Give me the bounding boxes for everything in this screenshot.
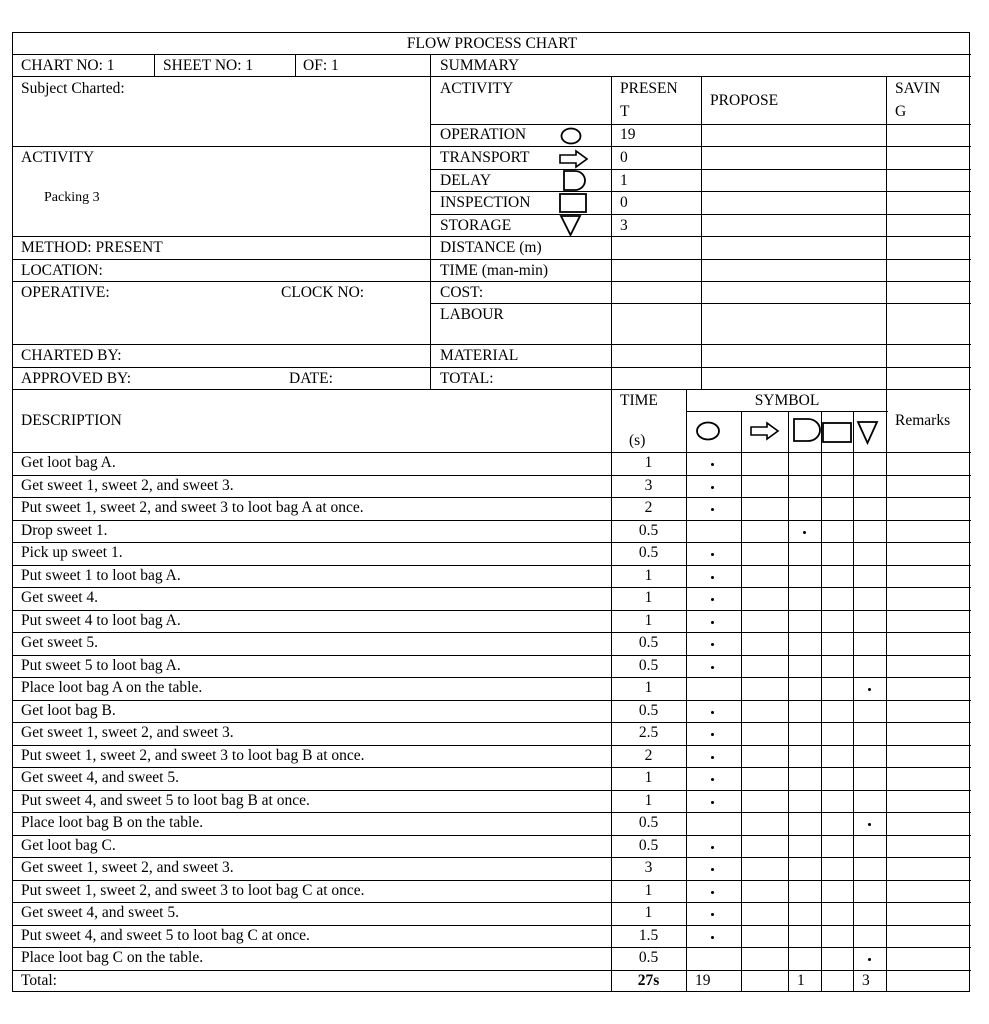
row-mark-operation xyxy=(711,508,714,511)
row-time: 0.5 xyxy=(638,657,659,674)
row-mark-operation xyxy=(711,576,714,579)
row-description: Get loot bag C. xyxy=(21,837,116,854)
row-mark-operation xyxy=(711,598,714,601)
operation-circle-icon xyxy=(696,421,722,441)
col-symbol: SYMBOL xyxy=(754,392,820,409)
summary-label-distance: DISTANCE (m) xyxy=(440,239,542,256)
row-mark-operation xyxy=(711,913,714,916)
row-mark-operation xyxy=(711,733,714,736)
summary-col-saving-2: G xyxy=(895,103,907,120)
row-mark-operation xyxy=(711,711,714,714)
summary-label-operation: OPERATION xyxy=(440,126,527,143)
row-description: Get sweet 1, sweet 2, and sweet 3. xyxy=(21,477,234,494)
sheet-of: OF: 1 xyxy=(303,57,339,74)
row-mark-operation xyxy=(711,486,714,489)
delay-d-icon xyxy=(793,418,823,442)
row-mark-delay xyxy=(803,531,806,534)
total-operation: 19 xyxy=(695,972,711,989)
date-label: DATE: xyxy=(289,370,333,387)
row-description: Place loot bag C on the table. xyxy=(21,949,204,966)
row-mark-operation xyxy=(711,891,714,894)
summary-col-present-1: PRESEN xyxy=(620,80,678,97)
row-description: Get sweet 1, sweet 2, and sweet 3. xyxy=(21,724,234,741)
summary-col-propose: PROPOSE xyxy=(710,92,779,109)
row-description: Put sweet 4, and sweet 5 to loot bag C at once. xyxy=(21,927,310,944)
summary-present-inspection: 0 xyxy=(620,194,628,211)
operation-circle-icon xyxy=(560,127,582,145)
col-remarks: Remarks xyxy=(895,412,951,429)
inspection-square-icon xyxy=(822,422,852,443)
summary-heading: SUMMARY xyxy=(440,57,520,74)
row-time: 1 xyxy=(644,882,653,899)
flow-process-chart xyxy=(12,32,970,992)
clock-no-label: CLOCK NO: xyxy=(281,284,365,301)
total-storage: 3 xyxy=(862,972,870,989)
operative-label: OPERATIVE: xyxy=(21,284,110,301)
method-label: METHOD: PRESENT xyxy=(21,239,163,256)
total-label: Total: xyxy=(21,972,57,989)
total-delay: 1 xyxy=(797,972,805,989)
summary-label-total: TOTAL: xyxy=(440,370,494,387)
summary-label-inspection: INSPECTION xyxy=(440,194,531,211)
row-mark-operation xyxy=(711,643,714,646)
row-mark-operation xyxy=(711,846,714,849)
row-mark-operation xyxy=(711,936,714,939)
sheet-no: SHEET NO: 1 xyxy=(163,57,254,74)
row-mark-operation xyxy=(711,756,714,759)
subject-charted-label: Subject Charted: xyxy=(21,80,125,97)
row-description: Get loot bag B. xyxy=(21,702,116,719)
row-time: 1 xyxy=(644,454,653,471)
row-description: Put sweet 4 to loot bag A. xyxy=(21,612,181,629)
row-time: 2 xyxy=(644,747,653,764)
row-time: 2.5 xyxy=(638,724,659,741)
col-time-label: TIME xyxy=(620,392,658,409)
row-time: 3 xyxy=(644,859,653,876)
row-time: 0.5 xyxy=(638,814,659,831)
summary-col-activity: ACTIVITY xyxy=(440,80,514,97)
summary-col-saving-1: SAVIN xyxy=(895,80,941,97)
row-description: Put sweet 1, sweet 2, and sweet 3 to loot bag A at once. xyxy=(21,499,364,516)
row-time: 1 xyxy=(644,612,653,629)
transport-arrow-icon xyxy=(559,150,589,168)
row-description: Get sweet 4, and sweet 5. xyxy=(21,904,179,921)
row-mark-storage xyxy=(868,688,871,691)
delay-d-icon xyxy=(563,170,587,191)
chart-title: FLOW PROCESS CHART xyxy=(406,35,578,52)
row-description: Put sweet 1 to loot bag A. xyxy=(21,567,181,584)
row-mark-operation xyxy=(711,621,714,624)
row-time: 1 xyxy=(644,679,653,696)
row-time: 0.5 xyxy=(638,634,659,651)
row-description: Get loot bag A. xyxy=(21,454,116,471)
row-time: 1 xyxy=(644,904,653,921)
row-time: 0.5 xyxy=(638,837,659,854)
charted-by-label: CHARTED BY: xyxy=(21,347,122,364)
row-mark-operation xyxy=(711,801,714,804)
row-time: 2 xyxy=(644,499,653,516)
row-description: Put sweet 1, sweet 2, and sweet 3 to loot bag B at once. xyxy=(21,747,365,764)
summary-label-delay: DELAY xyxy=(440,172,492,189)
row-mark-storage xyxy=(868,958,871,961)
summary-label-time: TIME (man-min) xyxy=(440,262,549,279)
row-description: Put sweet 5 to loot bag A. xyxy=(21,657,181,674)
row-description: Get sweet 5. xyxy=(21,634,99,651)
summary-label-transport: TRANSPORT xyxy=(440,149,530,166)
summary-present-transport: 0 xyxy=(620,149,628,166)
summary-label-cost: COST: xyxy=(440,284,484,301)
row-time: 1 xyxy=(644,567,653,584)
storage-triangle-icon xyxy=(856,421,880,445)
row-mark-storage xyxy=(868,823,871,826)
row-time: 1 xyxy=(644,792,653,809)
summary-present-operation: 19 xyxy=(620,126,636,143)
activity-value: Packing 3 xyxy=(44,190,100,205)
row-description: Drop sweet 1. xyxy=(21,522,108,539)
row-description: Get sweet 4, and sweet 5. xyxy=(21,769,179,786)
summary-label-material: MATERIAL xyxy=(440,347,519,364)
row-mark-operation xyxy=(711,868,714,871)
transport-arrow-icon xyxy=(750,422,780,440)
row-time: 1.5 xyxy=(638,927,659,944)
summary-label-labour: LABOUR xyxy=(440,306,504,323)
location-label: LOCATION: xyxy=(21,262,103,279)
approved-by-label: APPROVED BY: xyxy=(21,370,132,387)
col-time-unit: (s) xyxy=(629,432,646,449)
storage-triangle-icon xyxy=(559,215,583,237)
row-time: 0.5 xyxy=(638,949,659,966)
row-time: 0.5 xyxy=(638,522,659,539)
row-mark-operation xyxy=(711,463,714,466)
inspection-square-icon xyxy=(559,193,588,213)
row-description: Place loot bag A on the table. xyxy=(21,679,203,696)
summary-col-present-2: T xyxy=(620,103,630,120)
col-description: DESCRIPTION xyxy=(21,412,122,429)
row-description: Put sweet 1, sweet 2, and sweet 3 to loot bag C at once. xyxy=(21,882,365,899)
row-mark-operation xyxy=(711,778,714,781)
activity-label: ACTIVITY xyxy=(21,149,95,166)
total-time: 27s xyxy=(637,972,660,989)
summary-label-storage: STORAGE xyxy=(440,217,512,234)
row-description: Get sweet 1, sweet 2, and sweet 3. xyxy=(21,859,234,876)
row-time: 0.5 xyxy=(638,544,659,561)
row-time: 1 xyxy=(644,589,653,606)
row-description: Pick up sweet 1. xyxy=(21,544,123,561)
row-time: 3 xyxy=(644,477,653,494)
row-description: Put sweet 4, and sweet 5 to loot bag B at once. xyxy=(21,792,310,809)
row-time: 1 xyxy=(644,769,653,786)
row-mark-operation xyxy=(711,553,714,556)
row-description: Place loot bag B on the table. xyxy=(21,814,204,831)
summary-present-delay: 1 xyxy=(620,172,628,189)
row-mark-operation xyxy=(711,666,714,669)
row-time: 0.5 xyxy=(638,702,659,719)
chart-no: CHART NO: 1 xyxy=(21,57,115,74)
summary-present-storage: 3 xyxy=(620,217,628,234)
row-description: Get sweet 4. xyxy=(21,589,99,606)
